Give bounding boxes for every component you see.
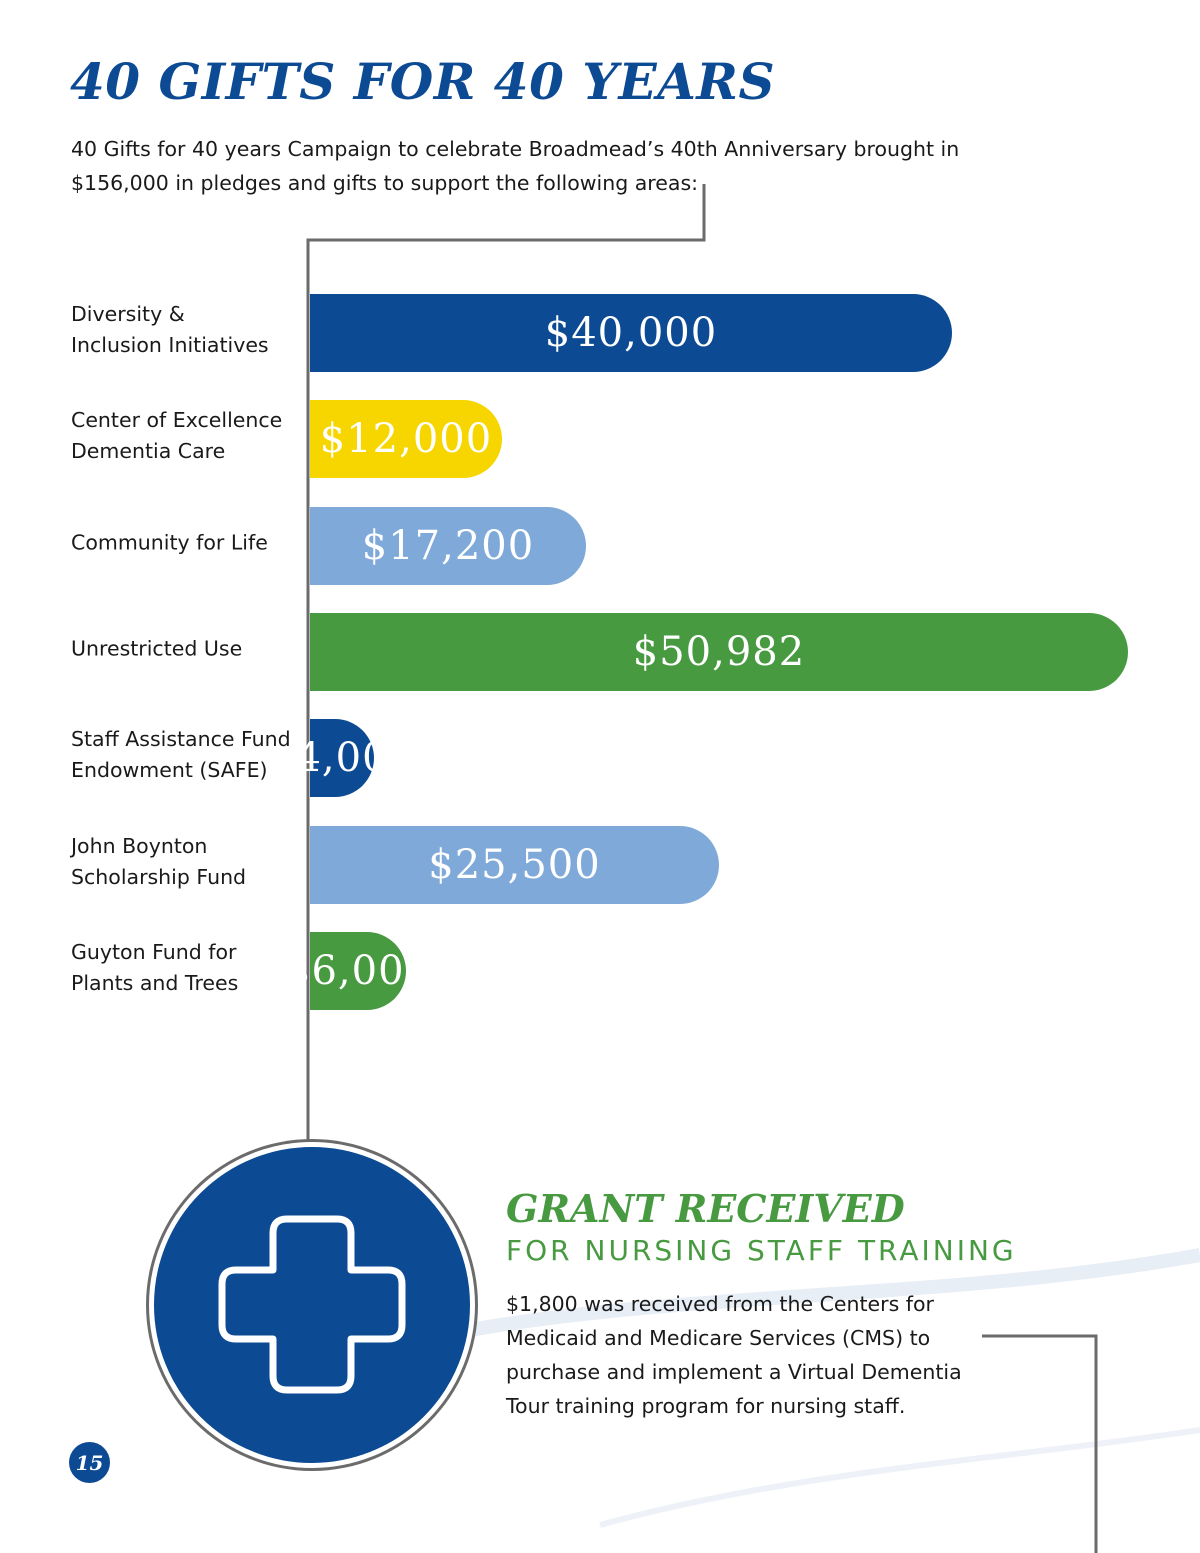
intro-line-2: $156,000 in pledges and gifts to support the following areas: — [71, 171, 699, 195]
category-label-line: Endowment (SAFE) — [71, 758, 268, 783]
intro-line-1: 40 Gifts for 40 years Campaign to celebrate Broadmead’s 40th Anniversary brought in — [71, 137, 960, 161]
grant-subtitle: FOR NURSING STAFF TRAINING — [506, 1234, 1017, 1267]
bar — [310, 400, 502, 478]
category-label — [71, 633, 301, 664]
grant-body-line-3: purchase and implement a Virtual Dementia — [506, 1360, 962, 1384]
category-label — [71, 405, 301, 467]
bar — [285, 932, 431, 1010]
bar — [310, 507, 586, 585]
grant-title: GRANT RECEIVED — [506, 1186, 905, 1231]
category-label-line: Inclusion Initiatives — [71, 333, 269, 357]
bar-value-label: $40,000 — [544, 310, 718, 356]
category-label — [71, 724, 301, 786]
bar-value-label: $12,000 — [319, 416, 493, 463]
medical-badge — [149, 1142, 475, 1468]
category-label — [71, 527, 301, 558]
bar-value-label: $17,200 — [361, 522, 535, 569]
page-title: 40 GIFTS FOR 40 YEARS — [70, 52, 776, 111]
page-number: 15 — [69, 1442, 110, 1483]
category-label-line: Scholarship Fund — [71, 864, 247, 889]
bar — [310, 613, 1128, 691]
bar — [310, 294, 952, 372]
category-label-line: Staff Assistance Fund — [71, 727, 291, 752]
bar — [310, 826, 719, 904]
bar-value-label: $6,000 — [285, 947, 431, 994]
grant-body-line-4: Tour training program for nursing staff. — [506, 1394, 906, 1418]
category-label-line: Dementia Care — [71, 439, 226, 464]
bar-value-label: $25,500 — [428, 841, 601, 888]
category-label-line: Center of Excellence — [71, 408, 283, 433]
category-label — [71, 299, 301, 361]
medical-cross-icon — [154, 1147, 470, 1463]
category-label — [71, 937, 301, 999]
grant-body — [506, 1287, 976, 1423]
bar-value-label: $50,982 — [632, 628, 806, 675]
category-label-line: John Boynton — [71, 833, 208, 858]
grant-body-line-2: Medicaid and Medicare Services (CMS) to — [506, 1326, 931, 1350]
category-label-line: Plants and Trees — [71, 970, 239, 995]
bar-value-label: $4,000 — [269, 735, 415, 782]
category-label-line: Diversity & — [71, 302, 185, 326]
category-label-line: Unrestricted Use — [71, 636, 243, 661]
category-label — [71, 831, 301, 893]
grant-body-line-1: $1,800 was received from the Centers for — [506, 1292, 934, 1316]
category-label-line: Community for Life — [71, 530, 268, 555]
category-label-line: Guyton Fund for — [71, 939, 237, 964]
